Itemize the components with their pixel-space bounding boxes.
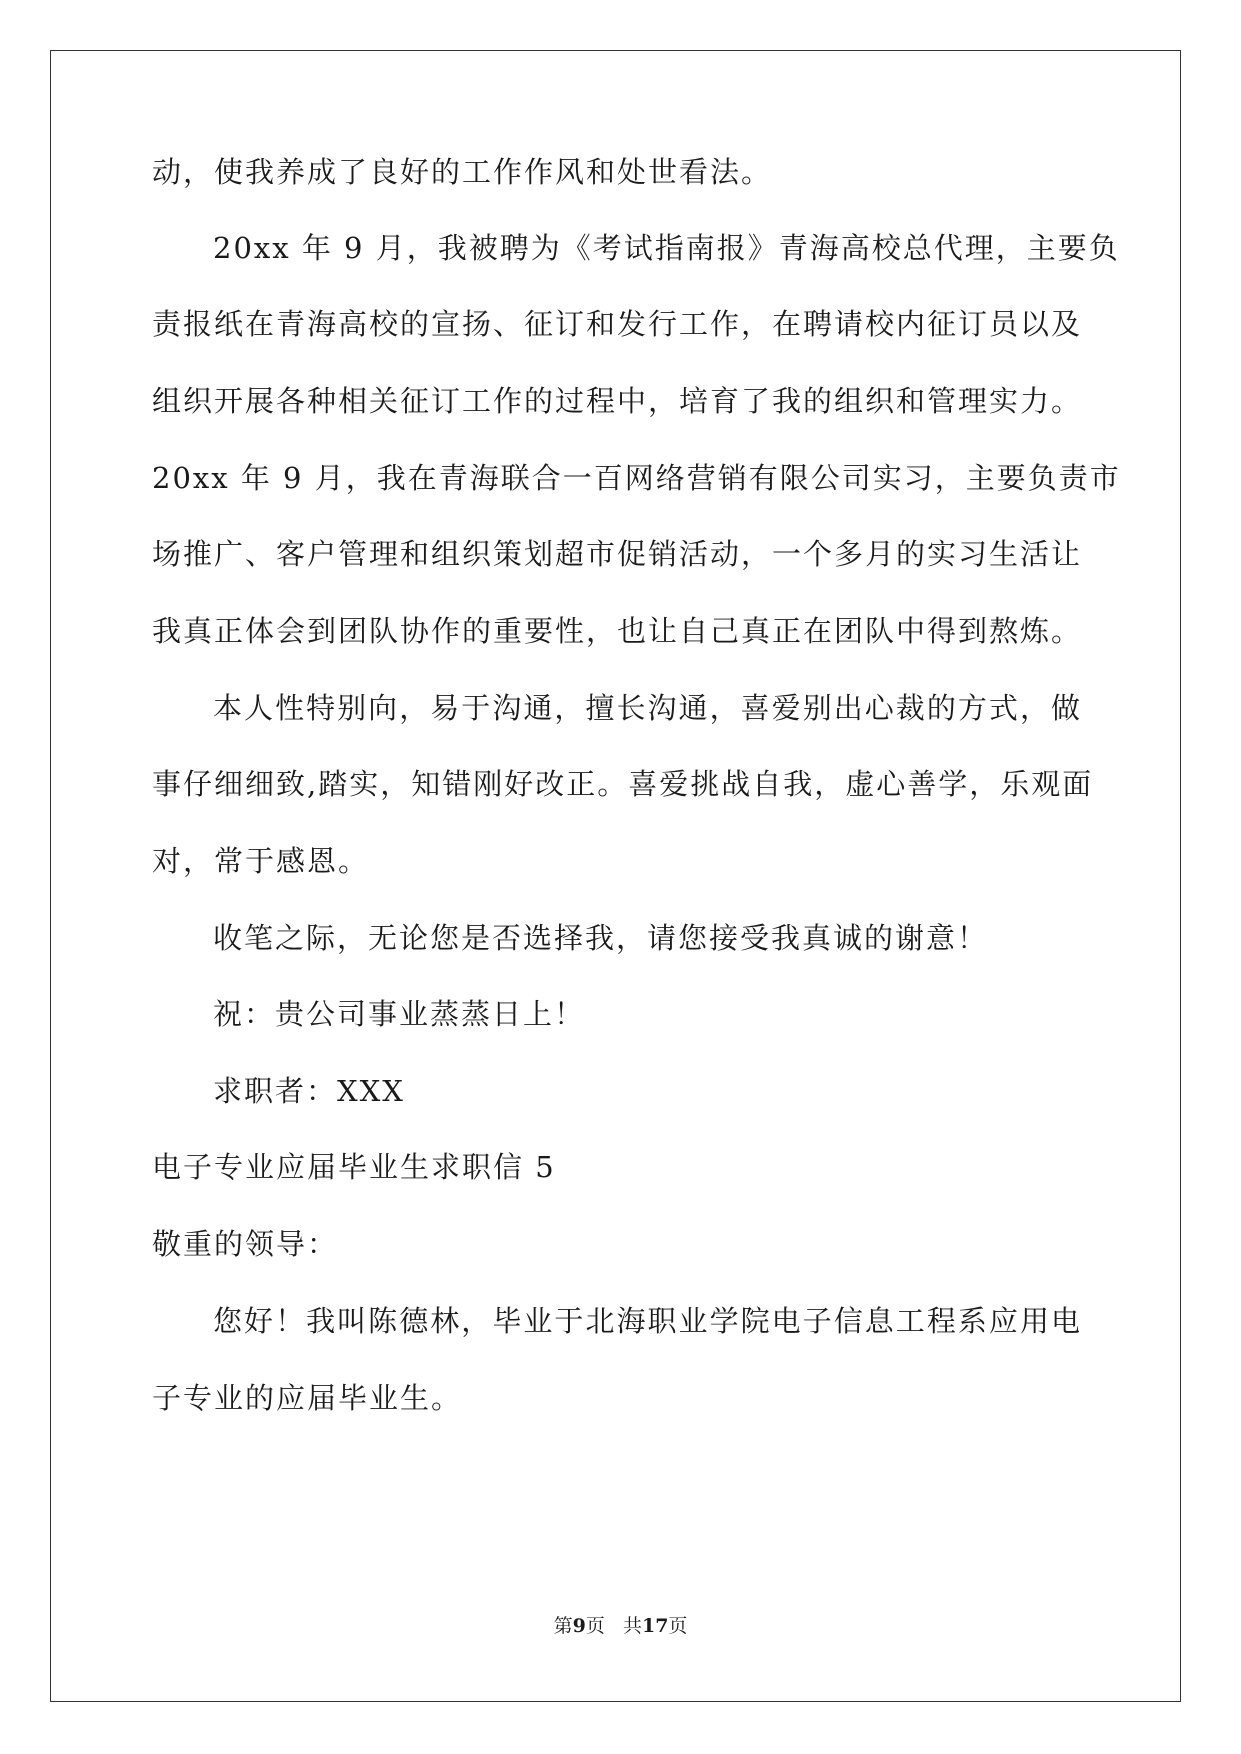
section-heading: 电子专业应届毕业生求职信 5 bbox=[152, 1150, 556, 1184]
text-line-12: 祝：贵公司事业蒸蒸日上！ bbox=[213, 997, 586, 1031]
footer-prefix: 第 bbox=[553, 1615, 573, 1637]
text-line-9: 事仔细细致,踏实，知错刚好改正。喜爱挑战自我，虚心善学，乐观面 bbox=[152, 767, 1094, 801]
text-line-5: 20xx 年 9 月，我在青海联合一百网络营销有限公司实习，主要负责市 bbox=[152, 461, 1121, 495]
text-line-10: 对，常于感恩。 bbox=[152, 844, 370, 878]
text-line-1: 动，使我养成了良好的工作作风和处世看法。 bbox=[152, 155, 773, 189]
footer-current-page: 9 bbox=[572, 1615, 586, 1637]
footer-total-prefix: 共 bbox=[622, 1615, 642, 1637]
salutation: 敬重的领导： bbox=[152, 1227, 339, 1261]
text-line-13: 求职者：XXX bbox=[213, 1074, 405, 1108]
text-line-6: 场推广、客户管理和组织策划超市促销活动，一个多月的实习生活让 bbox=[152, 537, 1083, 571]
text-line-8: 本人性特别向，易于沟通，擅长沟通，喜爱别出心裁的方式，做 bbox=[213, 691, 1082, 725]
footer-total-pages: 17 bbox=[641, 1615, 669, 1637]
text-line-4: 组织开展各种相关征订工作的过程中，培育了我的组织和管理实力。 bbox=[152, 384, 1083, 418]
text-line-2: 20xx 年 9 月，我被聘为《考试指南报》青海高校总代理，主要负 bbox=[213, 231, 1120, 265]
text-line-16: 您好！我叫陈德林，毕业于北海职业学院电子信息工程系应用电 bbox=[213, 1304, 1082, 1338]
page-footer bbox=[0, 1614, 1241, 1638]
footer-total-suffix: 页 bbox=[668, 1615, 688, 1637]
text-line-7: 我真正体会到团队协作的重要性，也让自己真正在团队中得到熬炼。 bbox=[152, 614, 1083, 648]
text-line-11: 收笔之际，无论您是否选择我，请您接受我真诚的谢意！ bbox=[213, 921, 989, 955]
text-line-3: 责报纸在青海高校的宣扬、征订和发行工作，在聘请校内征订员以及 bbox=[152, 307, 1083, 341]
footer-page-suffix: 页 bbox=[585, 1615, 605, 1637]
text-line-17: 子专业的应届毕业生。 bbox=[152, 1381, 463, 1415]
